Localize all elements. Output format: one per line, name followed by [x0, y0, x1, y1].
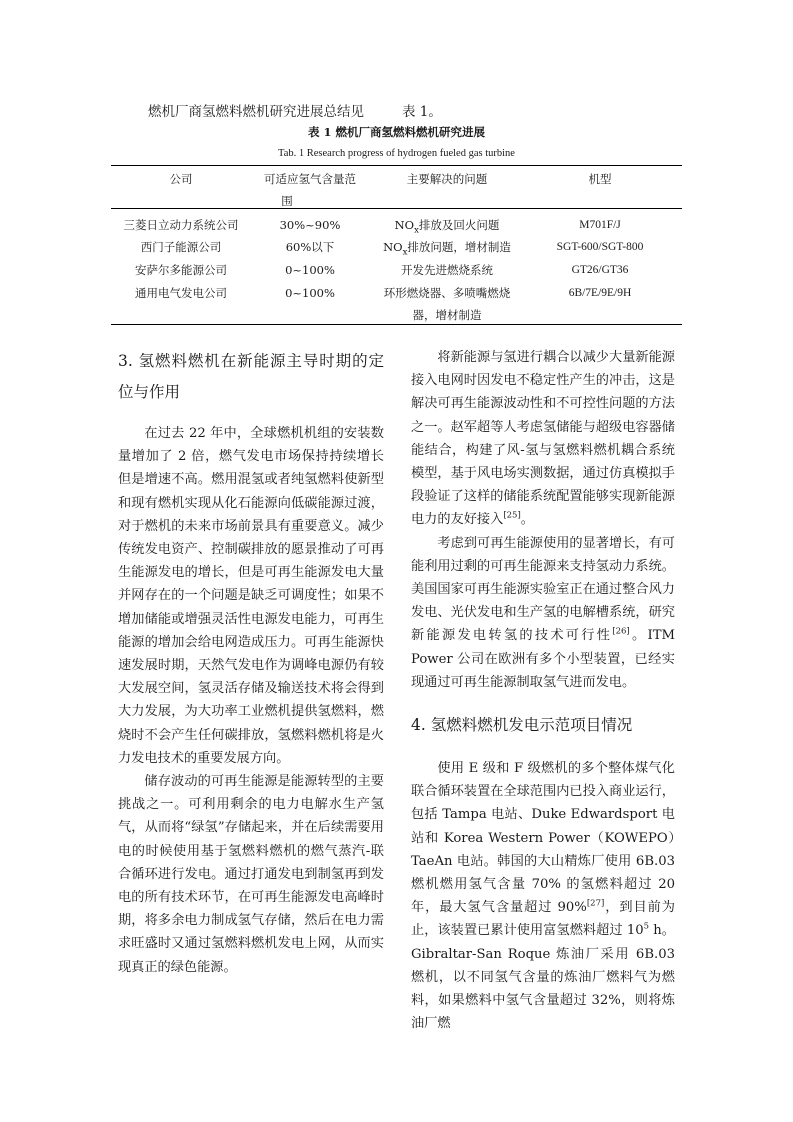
- paragraph-text: 考虑到可再生能源使用的显著增长，有可能利用过剩的可再生能源来支持氢动力系统。美国国家可再生能源实验室正在通过整合风力发电、光伏发电和生产氢的电解槽系统，研究新能源发电转氢的技术可行性: [411, 535, 675, 644]
- table-row-4-model: 6B/7E/9E/9H: [568, 287, 632, 299]
- nox-subscript: x: [402, 247, 408, 258]
- paragraph-text: 将新能源与氢进行耦合以减少大量新能源接入电网时因发电不稳定性产生的冲击，这是解决可再生能源波动性和不可控性问题的方法之一。赵军超等人考虑氢储能与超级电容器储能结合，构建了风-氢与氢燃料燃机耦合系统模型，基于风电场实测数据，通过仿真模拟手段验证了这样的储能系统配置能够实现新能源电力的友好接入: [411, 350, 675, 528]
- table-row-1-range: 30%~90%: [279, 218, 341, 232]
- table-header-range-cont: 围: [281, 194, 293, 208]
- paragraph-end: 。: [520, 512, 534, 528]
- table-row-2-range: 60%以下: [285, 240, 335, 254]
- table-top-rule: [111, 165, 682, 166]
- right-column: [411, 346, 675, 1035]
- table-caption-cn: 表 1 燃机厂商氢燃料燃机研究进展: [307, 125, 485, 139]
- left-paragraph-2: 储存波动的可再生能源是能源转型的主要挑战之一。可利用剩余的电力电解水生产氢气，从而将“绿氢”存储起来，并在后续需要用电的时候使用基于氢燃料燃机的燃气蒸汽-联合循环进行发电。通过打通发电到制氢再到发电的所有技术环节，在可再生能源发电高峰时期，将多余电力制成氢气存储，然后在电力需求旺盛时又通过氢燃料燃机发电上网，从而实现真正的绿色能源。: [118, 774, 384, 975]
- right-paragraph-1: [411, 346, 675, 532]
- left-paragraph-1: 在过去 22 年中，全球燃机机组的安装数量增加了 2 倍，燃气发电市场保持持续增长但是增速不高。燃用混氢或者纯氢燃料使新型和现有燃机实现从化石能源向低碳能源过渡，对于燃机的未来市场前景具有重要意义。减少传统发电资产、控制碳排放的愿景推动了可再生能源发电的增长，但是可再生能源发电大量并网存在的一个问题是缺乏可调度性；如果不增加储能或增强灵活性电源发电能力，可再生能源的增加会给电网造成压力。可再生能源快速发展时期，天然气发电作为调峰电源仍有较大发展空间，氢灵活存储及输送技术将会得到大力发展，为大功率工业燃机提供氢燃料，燃烧时不会产生任何碳排放，氢燃料燃机将是火力发电技术的重要发展方向。: [118, 426, 384, 766]
- paragraph-text: h。Gibraltar-San Roque 炼油厂采用 6B.03 燃机，以不同氢气含量的炼油厂燃料气为燃料，如果燃料中氢气含量超过 32%，则将炼油厂燃: [411, 923, 675, 1032]
- citation-26: [26]: [612, 627, 630, 638]
- paragraph-end: 。ITM Power 公司在欧洲有多个小型装置，已经实现通过可再生能源制取氢气进而发电。: [411, 628, 676, 690]
- table-row-2-issue: [372, 236, 522, 258]
- table-row-4-range: 0~100%: [285, 286, 335, 300]
- table-header-company: 公司: [169, 172, 193, 186]
- issue-text: 排放问题，增材制造: [407, 240, 511, 254]
- section-4-heading: 4. 氢燃料燃机发电示范项目情况: [411, 716, 633, 735]
- intro-text: 燃机厂商氢燃料燃机研究进展总结见: [148, 104, 364, 120]
- paragraph-text: ，到目前为止，该装置已累计使用富氢燃料超过 10: [411, 900, 675, 939]
- right-paragraph-3: [411, 757, 675, 1035]
- left-column: [118, 346, 384, 979]
- table-caption-en: Tab. 1 Research progress of hydrogen fueled gas turbine: [278, 148, 515, 159]
- exponent: 5: [643, 922, 650, 933]
- nox-subscript: x: [414, 225, 419, 236]
- table-row-1-issue: [372, 214, 522, 236]
- table-reference: 表 1。: [402, 104, 442, 120]
- table-row-1-company: 三菱日立动力系统公司: [123, 218, 239, 232]
- table-row-1-model: M701F/J: [579, 219, 621, 231]
- nox-label: NO: [383, 240, 403, 254]
- table-mid-rule: [111, 208, 682, 209]
- nox-label: NO: [394, 218, 415, 232]
- table-row-4-issue-cont: 器，增材制造: [412, 308, 482, 322]
- table-row-2-company: 西门子能源公司: [140, 240, 222, 254]
- table-row-3-issue: 开发先进燃烧系统: [401, 263, 493, 277]
- table-row-3-model: GT26/GT36: [571, 264, 629, 276]
- table-row-2-model: SGT-600/SGT-800: [556, 241, 644, 253]
- section-3-heading: 3. 氢燃料燃机在新能源主导时期的定位与作用: [118, 352, 384, 401]
- citation-25: [25]: [503, 511, 521, 522]
- table-header-range: 可适应氢气含量范: [264, 172, 356, 186]
- table-row-3-range: 0~100%: [285, 263, 335, 277]
- table-row-3-company: 安萨尔多能源公司: [135, 263, 227, 277]
- intro-line: [148, 100, 442, 120]
- issue-text: 排放及回火问题: [418, 218, 500, 232]
- citation-27: [27]: [586, 898, 605, 909]
- table-bottom-rule: [111, 324, 682, 325]
- right-paragraph-2: [411, 532, 675, 694]
- table-header-issue: 主要解决的问题: [406, 172, 488, 186]
- table-row-4-issue: 环形燃烧器、多喷嘴燃烧: [383, 286, 511, 300]
- table-header-model: 机型: [588, 172, 612, 186]
- table-row-4-company: 通用电气发电公司: [135, 286, 227, 300]
- paragraph-text: 使用 E 级和 F 级燃机的多个整体煤气化联合循环装置在全球范围内已投入商业运行，包括 Tampa 电站、Duke Edwardsport 电站和 Korea Western Power（KOWEPO）TaeAn 电站。韩国的大山精炼厂使用 6B.03 燃机燃用氢气含量 70% 的氢燃料超过 20 年，最大氢气含量超过 90%: [411, 761, 675, 916]
